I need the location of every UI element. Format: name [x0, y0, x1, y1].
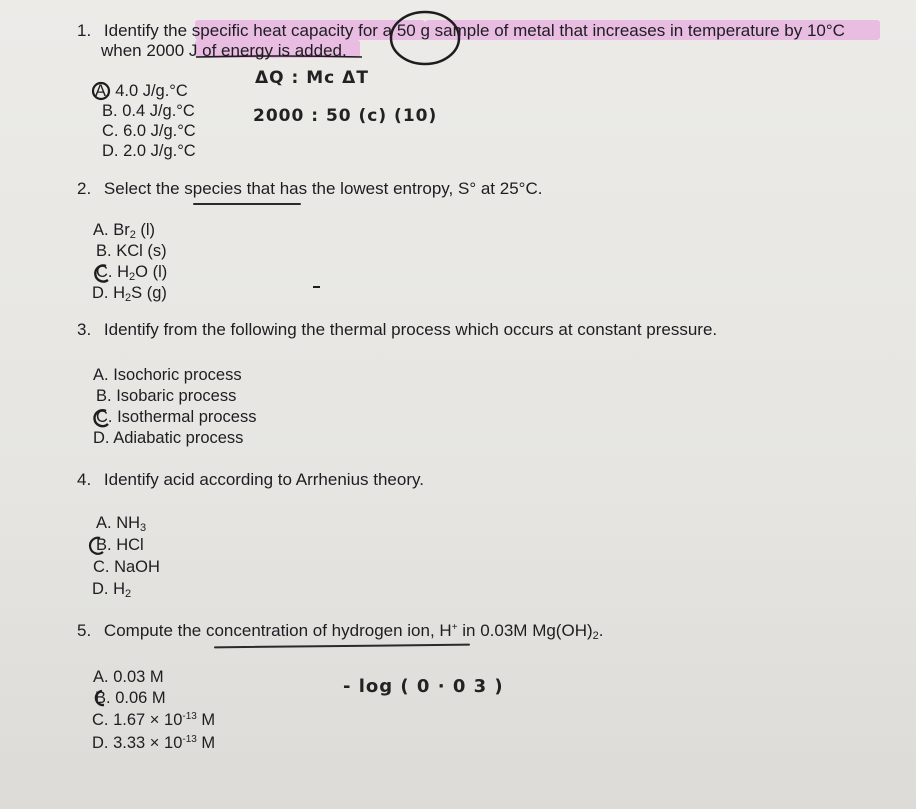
option-formula: $H_2S$ (g) [113, 284, 167, 304]
option-1c[interactable] [102, 122, 196, 141]
question-5 [77, 621, 604, 641]
question-number: 1. [77, 21, 92, 40]
option-letter: B. [96, 387, 112, 405]
option-text: 0.4 J/g.°C [122, 102, 195, 120]
option-4b[interactable] [96, 536, 144, 555]
option-text: 0.03 M [113, 668, 164, 686]
option-text: 2.0 J/g.°C [123, 142, 196, 160]
option-4c[interactable] [93, 558, 160, 577]
option-sci: $1.67 \times 10^{-13}$ M [113, 711, 216, 729]
option-letter: B. [102, 102, 118, 120]
option-text: 0.06 M [115, 689, 166, 707]
option-3d[interactable] [93, 429, 243, 448]
handwritten-calculation: 2000 : 50 (c) (10) [253, 106, 438, 126]
option-letter: A. [93, 221, 109, 239]
option-2c[interactable] [96, 263, 167, 282]
option-letter: C. [96, 408, 113, 426]
option-formula: $Br_2$ (l) [113, 221, 156, 241]
option-1b[interactable] [102, 102, 195, 121]
option-text: Isothermal process [117, 408, 257, 426]
option-5d[interactable] [92, 734, 215, 753]
question-5-text: Compute the concentration of hydrogen ion, H+ in 0.03M $Mg(OH)_2$. [103, 621, 604, 642]
option-letter: C. [102, 122, 119, 140]
option-letter: C. [92, 711, 109, 729]
question-number: 3. [77, 320, 92, 339]
option-formula: KCl (s) [116, 242, 167, 260]
question-number: 5. [77, 621, 92, 640]
option-formula: $H_2O$ (l) [117, 263, 168, 283]
option-formula: NaOH [114, 558, 160, 576]
option-sci: $3.33 \times 10^{-13}$ M [113, 734, 216, 752]
option-5c[interactable] [92, 711, 215, 730]
option-3c[interactable] [96, 408, 256, 427]
option-letter: B. [96, 536, 112, 554]
question-3 [77, 320, 717, 340]
handwritten-formula: ΔQ : Mc ΔT [255, 68, 369, 88]
question-4 [77, 470, 424, 490]
option-letter: D. [92, 734, 109, 752]
option-3b[interactable] [96, 387, 236, 406]
question-2-temp: 25°C. [499, 179, 543, 198]
question-4-text: Identify acid according to Arrhenius theory. [103, 470, 424, 489]
option-letter: A. [93, 668, 109, 686]
option-text: Isochoric process [113, 366, 242, 384]
option-2a[interactable] [93, 221, 155, 240]
option-letter: A. [95, 82, 111, 100]
question-number: 2. [77, 179, 92, 198]
option-2b[interactable] [96, 242, 167, 261]
option-text: 6.0 J/g.°C [123, 122, 196, 140]
option-4a[interactable] [96, 514, 146, 533]
option-5b[interactable] [95, 689, 166, 708]
option-1d[interactable] [102, 142, 196, 161]
option-5a[interactable] [93, 668, 164, 687]
question-number: 4. [77, 470, 92, 489]
option-3a[interactable] [93, 366, 242, 385]
option-letter: C. [93, 558, 110, 576]
option-letter: C. [96, 263, 113, 281]
question-2 [77, 179, 542, 199]
option-text: Adiabatic process [113, 429, 244, 447]
option-letter: B. [96, 242, 112, 260]
option-2d[interactable] [92, 284, 167, 303]
option-formula: $H_2$ [113, 580, 132, 600]
handwritten-log-note: - log ( 0 · 0 3 ) [343, 676, 504, 697]
option-letter: A. [93, 366, 109, 384]
option-formula: $NH_3$ [116, 514, 147, 534]
option-1a[interactable] [95, 82, 188, 101]
option-letter: A. [96, 514, 112, 532]
option-letter: D. [92, 580, 109, 598]
option-text: Isobaric process [116, 387, 237, 405]
question-1-line2: when 2000 J of energy is added. [101, 41, 347, 60]
option-4d[interactable] [92, 580, 131, 599]
question-2-text: Select the species that has the lowest entropy, S° at [103, 179, 500, 198]
option-text: 4.0 J/g.°C [115, 82, 188, 100]
option-formula: HCl [116, 536, 144, 554]
option-letter: B. [95, 689, 111, 707]
question-3-text: Identify from the following the thermal process which occurs at constant pressure. [103, 320, 718, 339]
option-letter: D. [93, 429, 110, 447]
underline-stroke [214, 644, 470, 649]
option-letter: D. [102, 142, 119, 160]
question-1 [77, 21, 845, 41]
underline-stroke [193, 203, 301, 205]
question-1-temp: 10°C [806, 21, 845, 40]
option-letter: D. [92, 284, 109, 302]
question-1-line1: Identify the specific heat capacity for a 50 g sample of metal that increases in temperature by [103, 21, 807, 40]
